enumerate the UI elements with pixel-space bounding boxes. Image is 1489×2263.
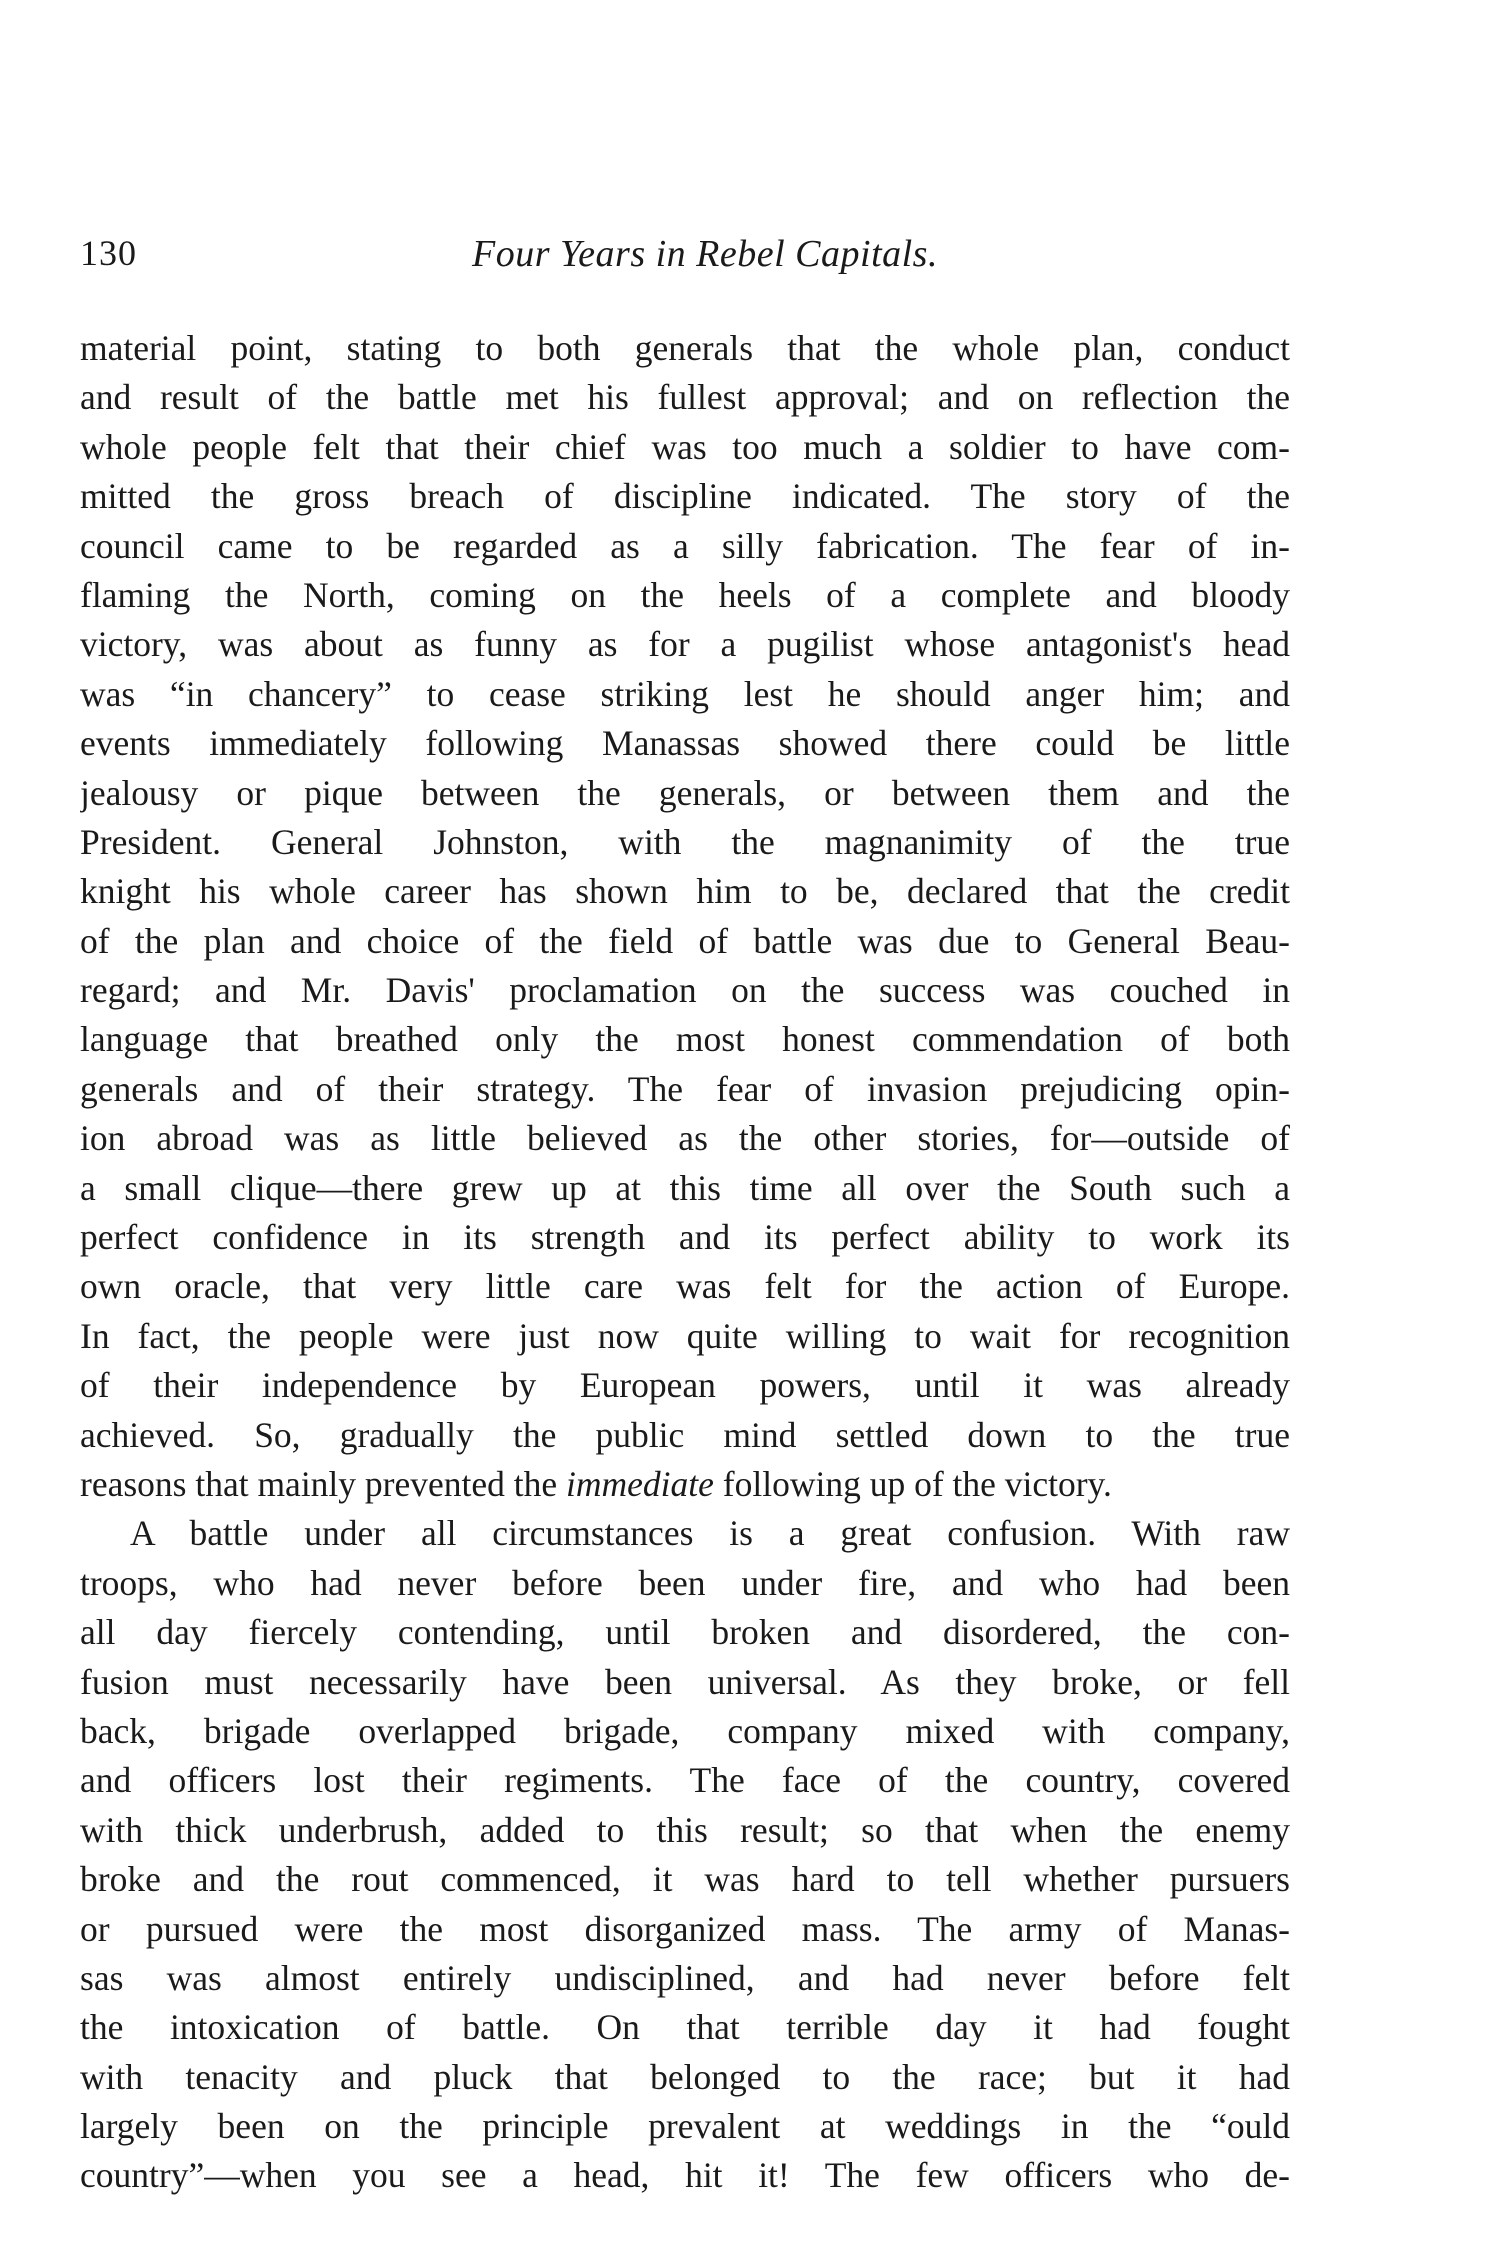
text-line: generals and of their strategy. The fear of invasion prejudicing opin- [80, 1068, 1290, 1109]
text-line: material point, stating to both generals that the whole plan, conduct [80, 328, 1290, 368]
running-title: Four Years in Rebel Capitals. [472, 233, 938, 275]
text-line: regard; and Mr. Davis' proclamation on the success was couched in [80, 970, 1290, 1011]
text-line: sas was almost entirely undisciplined, and had never before felt [80, 1957, 1290, 1998]
body-text [80, 324, 1290, 2201]
text-line: back, brigade overlapped brigade, company mixed with company, [80, 1710, 1290, 1751]
text-line: the intoxication of battle. On that terrible day it had fought [80, 2007, 1290, 2048]
text-line: whole people felt that their chief was too much a soldier to have com- [80, 426, 1290, 467]
text-line: knight his whole career has shown him to be, declared that the credit [80, 871, 1290, 912]
text-line: was “in chancery” to cease striking lest he should anger him; and [80, 673, 1290, 714]
text-line: events immediately following Manassas showed there could be little [80, 723, 1290, 764]
text-run: following up of the victory. [713, 1463, 1112, 1504]
text-line: or pursued were the most disorganized mass. The army of Manas- [80, 1908, 1290, 1949]
text-line: council came to be regarded as a silly fabrication. The fear of in- [80, 525, 1290, 566]
text-line: a small clique—there grew up at this time all over the South such a [80, 1167, 1290, 1208]
text-line [80, 1460, 1290, 1509]
text-line: language that breathed only the most honest commendation of both [80, 1019, 1290, 1060]
text-line: and officers lost their regiments. The face of the country, covered [80, 1760, 1290, 1801]
text-line: flaming the North, coming on the heels of a complete and bloody [80, 574, 1290, 615]
text-line: broke and the rout commenced, it was hard to tell whether pursuers [80, 1859, 1290, 1900]
emphasis-text: immediate [566, 1463, 714, 1504]
text-line: President. General Johnston, with the magnanimity of the true [80, 821, 1290, 862]
text-line: largely been on the principle prevalent at weddings in the “ould [80, 2106, 1290, 2147]
text-line: of their independence by European powers, until it was already [80, 1365, 1290, 1406]
text-line: all day fiercely contending, until broken and disordered, the con- [80, 1612, 1290, 1653]
text-line: ion abroad was as little believed as the other stories, for—outside of [80, 1118, 1290, 1159]
text-line: achieved. So, gradually the public mind settled down to the true [80, 1414, 1290, 1455]
text-line: of the plan and choice of the field of battle was due to General Beau- [80, 920, 1290, 961]
text-line: victory, was about as funny as for a pugilist whose antagonist's head [80, 624, 1290, 665]
text-line: with thick underbrush, added to this result; so that when the enemy [80, 1809, 1290, 1850]
text-line: In fact, the people were just now quite willing to wait for recognition [80, 1315, 1290, 1356]
page-number: 130 [80, 233, 137, 273]
text-line: perfect confidence in its strength and its perfect ability to work its [80, 1217, 1290, 1258]
text-line: A battle under all circumstances is a great confusion. With raw [130, 1513, 1290, 1554]
text-line: and result of the battle met his fullest approval; and on reflection the [80, 377, 1290, 418]
text-line: mitted the gross breach of discipline indicated. The story of the [80, 476, 1290, 517]
text-line: country”—when you see a head, hit it! The few officers who de- [80, 2155, 1290, 2196]
text-line: with tenacity and pluck that belonged to the race; but it had [80, 2056, 1290, 2097]
text-line: fusion must necessarily have been universal. As they broke, or fell [80, 1661, 1290, 1702]
text-line: jealousy or pique between the generals, or between them and the [80, 772, 1290, 813]
text-line: troops, who had never before been under fire, and who had been [80, 1562, 1290, 1603]
text-run: reasons that mainly prevented the [80, 1463, 566, 1504]
text-line: own oracle, that very little care was felt for the action of Europe. [80, 1266, 1290, 1307]
running-head [80, 232, 1290, 282]
